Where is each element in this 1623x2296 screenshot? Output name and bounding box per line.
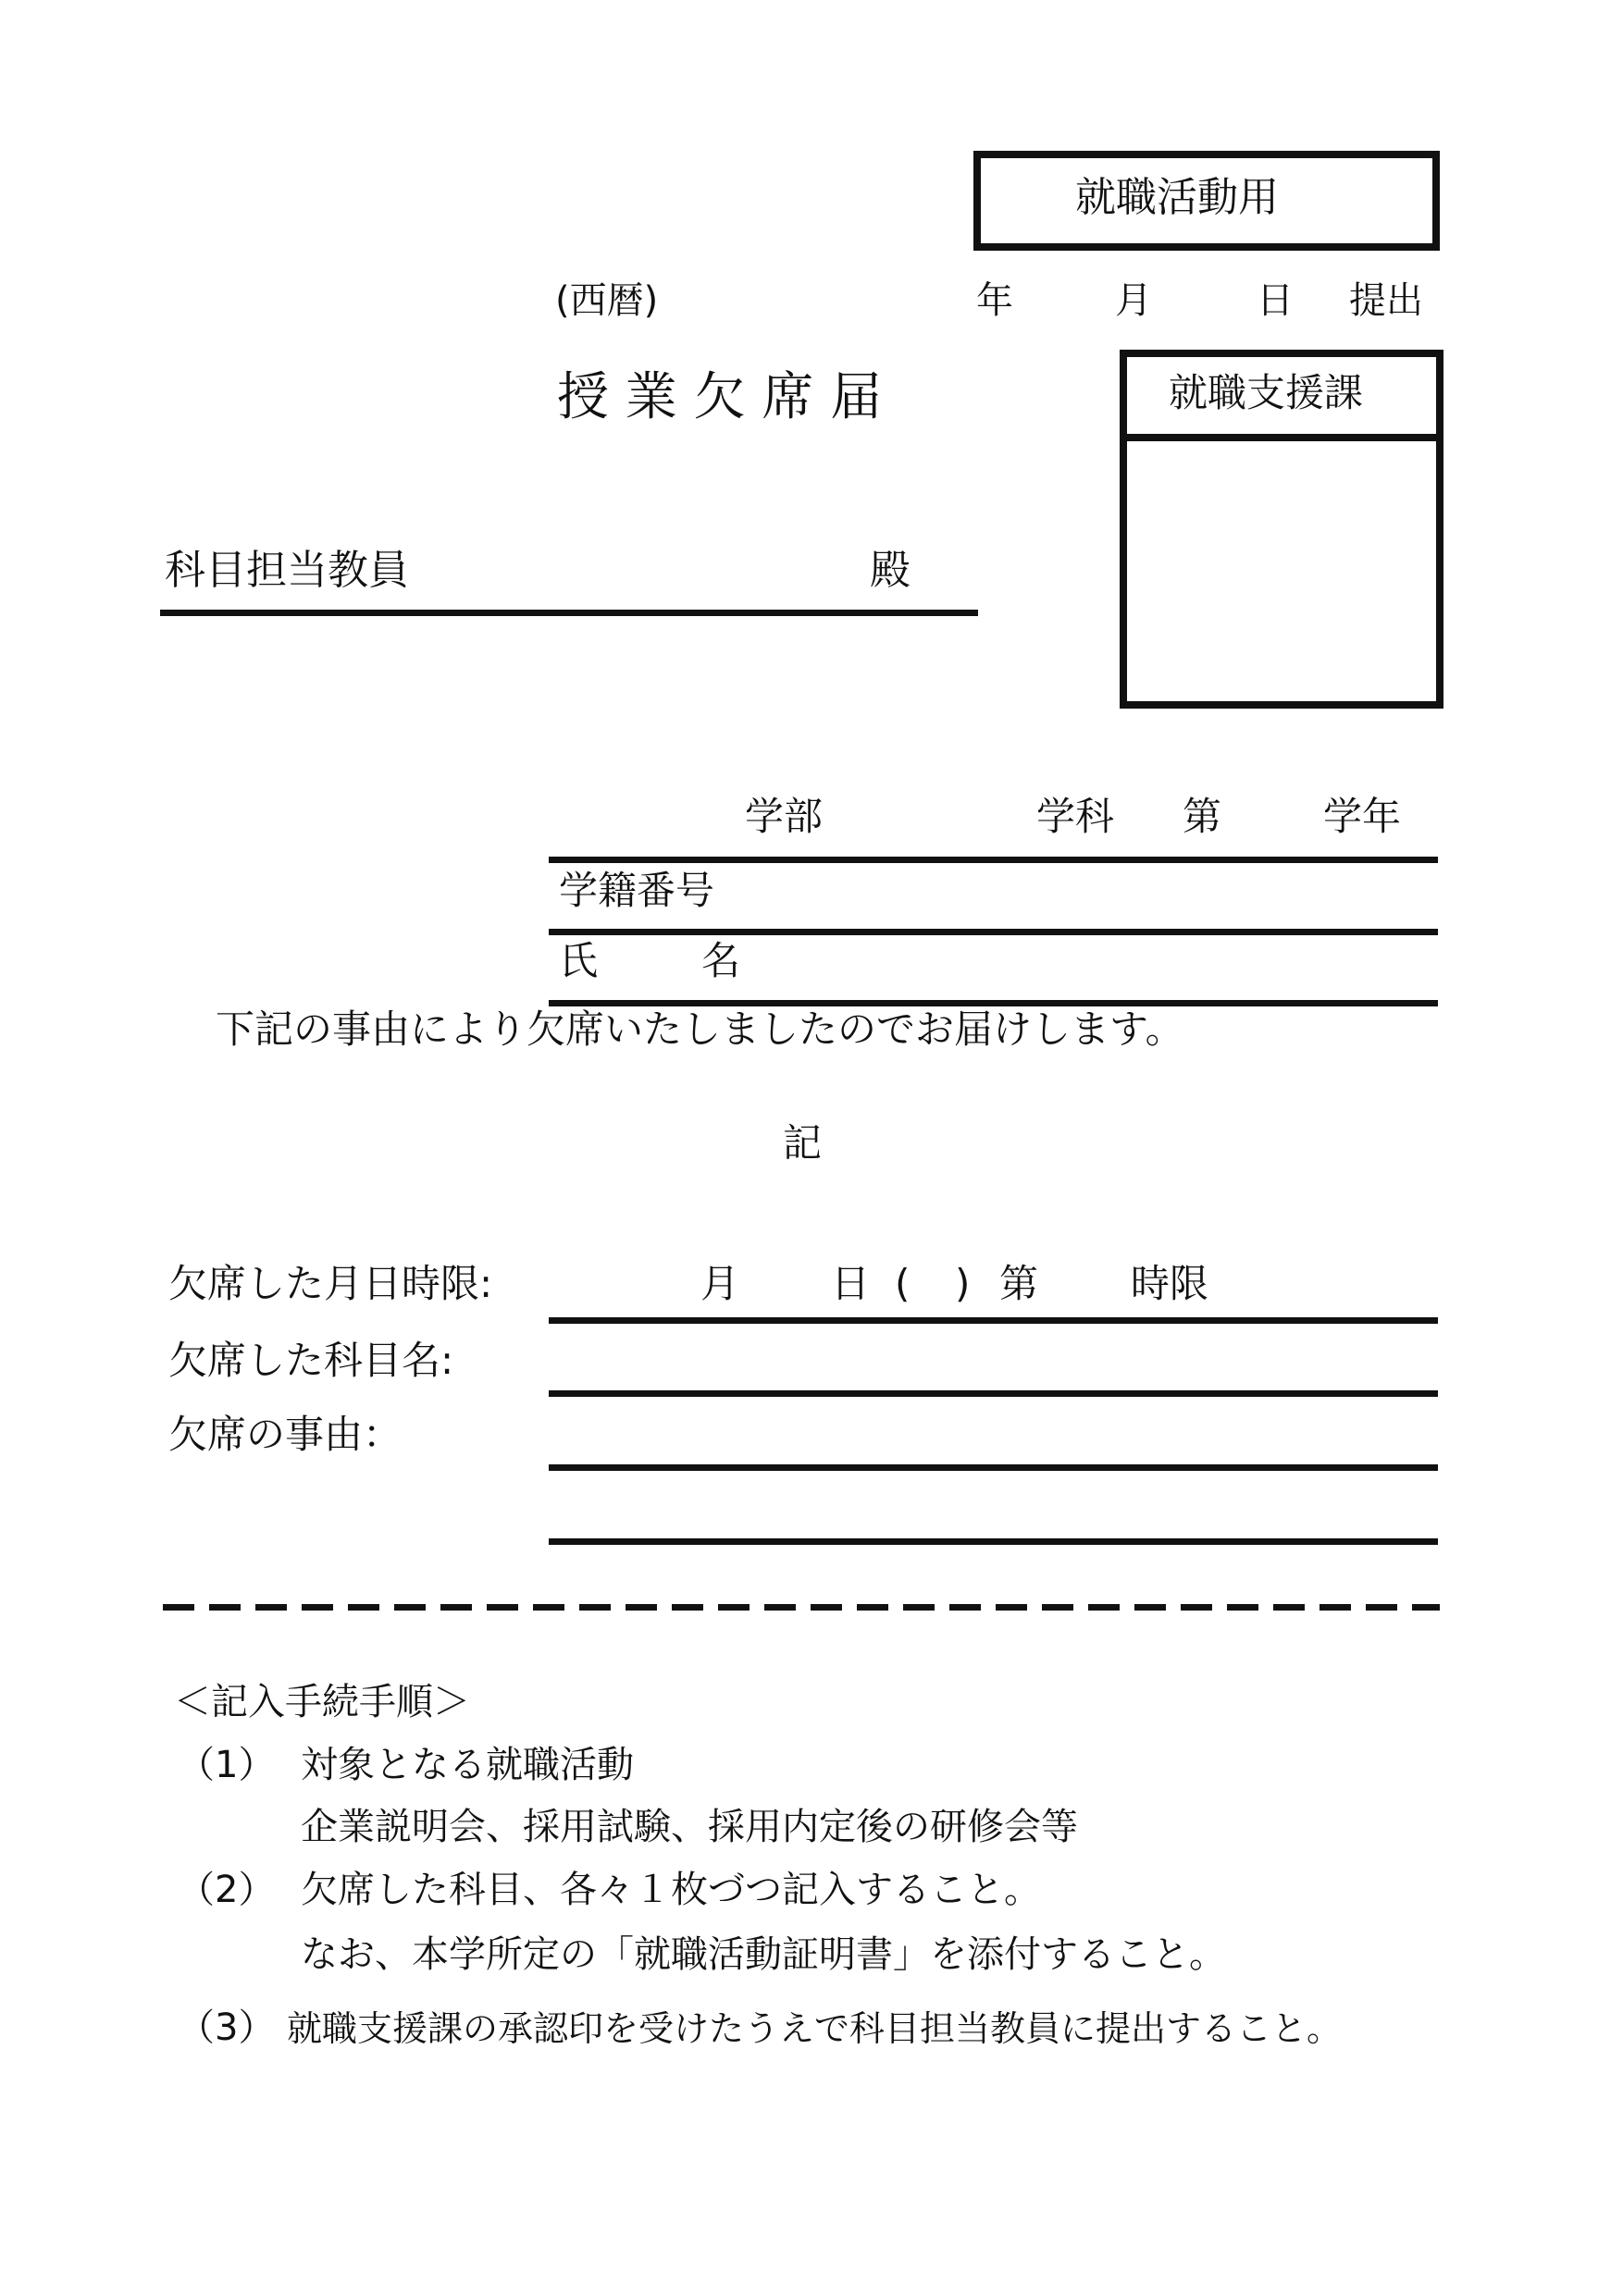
department-label: 学科 (1036, 794, 1115, 839)
cut-line (163, 1604, 1440, 1611)
form-title: 授 業 欠 席 届 (557, 367, 883, 427)
absence-paren-close: ) (955, 1261, 971, 1306)
addressee-line (160, 610, 978, 616)
grade-prefix: 第 (1183, 794, 1222, 839)
absence-subject-label: 欠席した科目名: (168, 1338, 454, 1383)
date-year-label: 年 (976, 279, 1013, 322)
grade-suffix: 学年 (1323, 794, 1402, 839)
instruction-2-line1: 欠席した科目、各々１枚づつ記入すること。 (301, 1869, 1041, 1911)
addressee-label: 科目担当教員 (165, 547, 409, 594)
date-month-label: 月 (1115, 279, 1152, 322)
instruction-3-line1: 就職支援課の承認印を受けたうえで科目担当教員に提出すること。 (287, 2008, 1343, 2049)
absence-date-label: 欠席した月日時限: (168, 1261, 493, 1306)
date-day-label: 日 (1257, 279, 1294, 322)
student-line-2 (549, 929, 1438, 935)
absence-reason-label: 欠席の事由： (168, 1412, 403, 1457)
absence-subject-line (549, 1390, 1438, 1397)
instruction-2-line2: なお、本学所定の「就職活動証明書」を添付すること。 (301, 1933, 1226, 1976)
absence-reason-line-1 (549, 1464, 1438, 1471)
faculty-label: 学部 (745, 794, 824, 839)
date-era-label: (西暦) (555, 279, 659, 322)
instructions-heading: ＜記入手続手順＞ (174, 1681, 470, 1723)
instruction-1-line1: 対象となる就職活動 (301, 1744, 634, 1786)
instruction-2-num: （2） (178, 1869, 276, 1911)
statement-text: 下記の事由により欠席いたしましたのでお届けします。 (216, 1006, 1184, 1052)
absence-period-suffix: 時限 (1131, 1261, 1209, 1306)
student-name-label-1: 氏 (559, 938, 599, 983)
addressee-honorific: 殿 (870, 547, 911, 594)
absence-reason-line-2 (549, 1538, 1438, 1545)
student-line-3 (549, 1000, 1438, 1006)
stamp-box-label: 就職支援課 (1169, 370, 1364, 415)
absence-date-line (549, 1317, 1438, 1324)
student-name-label-2: 名 (701, 938, 741, 983)
student-line-1 (549, 857, 1438, 863)
absence-month-label: 月 (700, 1261, 740, 1306)
usage-badge-label: 就職活動用 (1075, 174, 1279, 221)
date-submit-label: 提出 (1349, 279, 1423, 322)
student-id-label: 学籍番号 (559, 868, 715, 913)
ki-mark: 記 (783, 1120, 823, 1166)
stamp-box-divider (1120, 434, 1443, 441)
absence-day-label: 日 (831, 1261, 871, 1306)
absence-paren-open: ( (895, 1261, 911, 1306)
absence-period-prefix: 第 (999, 1261, 1039, 1306)
instruction-1-num: （1） (178, 1744, 276, 1786)
instruction-3-num: （3） (178, 2006, 276, 2049)
instruction-1-line2: 企業説明会、採用試験、採用内定後の研修会等 (301, 1806, 1078, 1848)
